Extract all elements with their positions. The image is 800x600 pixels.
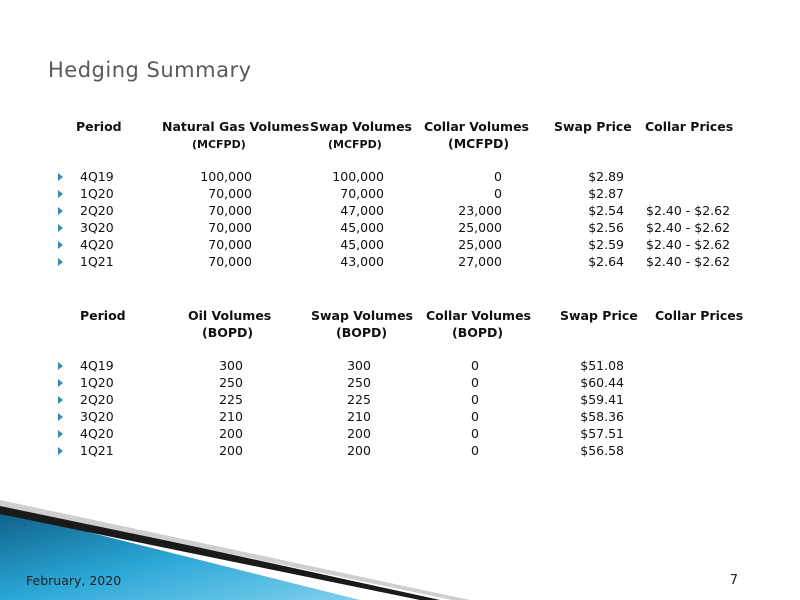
table-cell: 0 — [471, 409, 479, 424]
table-cell: 3Q20 — [80, 220, 114, 235]
table-cell: 200 — [347, 426, 371, 441]
table-row — [0, 220, 800, 237]
table-row — [0, 375, 800, 392]
table-row — [0, 186, 800, 203]
table-cell: 1Q21 — [80, 254, 114, 269]
table-cell: 300 — [219, 358, 243, 373]
bullet-arrow-icon — [58, 224, 63, 232]
table-cell: 200 — [347, 443, 371, 458]
table-row — [0, 392, 800, 409]
table-cell: $58.36 — [580, 409, 624, 424]
bullet-arrow-icon — [58, 430, 63, 438]
table-cell: 0 — [471, 426, 479, 441]
table-cell: 0 — [494, 186, 502, 201]
table-cell: $2.40 - $2.62 — [646, 203, 731, 218]
table-row — [0, 443, 800, 460]
table-cell: 0 — [471, 375, 479, 390]
table-cell: $2.59 — [588, 237, 624, 252]
table-cell: 250 — [219, 375, 243, 390]
table-cell: 45,000 — [340, 220, 384, 235]
table-cell: $2.40 - $2.62 — [646, 220, 731, 235]
bullet-arrow-icon — [58, 173, 63, 181]
oil-header-volumes: Oil Volumes — [188, 308, 272, 323]
table-cell: $2.54 — [588, 203, 624, 218]
table-cell: 210 — [347, 409, 371, 424]
table-cell: $2.40 - $2.62 — [646, 254, 731, 269]
table-cell: 70,000 — [208, 237, 252, 252]
oil-header-swap-price: Swap Price — [560, 308, 638, 323]
footer-date: February, 2020 — [26, 573, 122, 588]
table-cell: 47,000 — [340, 203, 384, 218]
bullet-arrow-icon — [58, 447, 63, 455]
table-row — [0, 169, 800, 186]
table-cell: $2.40 - $2.62 — [646, 237, 731, 252]
table-cell: 70,000 — [208, 254, 252, 269]
table-cell: $60.44 — [580, 375, 624, 390]
table-cell: 45,000 — [340, 237, 384, 252]
table-row — [0, 358, 800, 375]
gas-header-collar-volumes: Collar Volumes — [424, 119, 529, 134]
table-cell: $59.41 — [580, 392, 624, 407]
table-cell: 225 — [347, 392, 371, 407]
table-cell: 0 — [471, 392, 479, 407]
bullet-arrow-icon — [58, 396, 63, 404]
table-row — [0, 203, 800, 220]
oil-subheader-collar-unit: (BOPD) — [452, 325, 504, 340]
table-cell: 0 — [471, 358, 479, 373]
table-cell: $56.58 — [580, 443, 624, 458]
table-cell: 0 — [471, 443, 479, 458]
table-cell: 43,000 — [340, 254, 384, 269]
table-cell: 25,000 — [458, 220, 502, 235]
table-cell: 4Q20 — [80, 237, 114, 252]
slide-title: Hedging Summary — [48, 58, 252, 82]
table-cell: $51.08 — [580, 358, 624, 373]
gas-subheader-volumes-unit: (MCFPD) — [192, 138, 246, 151]
table-cell: $2.89 — [588, 169, 624, 184]
gas-header-swap-price: Swap Price — [554, 119, 632, 134]
oil-header-collar-volumes: Collar Volumes — [426, 308, 531, 323]
bullet-arrow-icon — [58, 190, 63, 198]
table-cell: 70,000 — [208, 203, 252, 218]
table-cell: 3Q20 — [80, 409, 114, 424]
table-cell: 100,000 — [200, 169, 252, 184]
table-cell: 210 — [219, 409, 243, 424]
table-row — [0, 254, 800, 271]
table-cell: 225 — [219, 392, 243, 407]
bullet-arrow-icon — [58, 207, 63, 215]
gas-header-swap-volumes: Swap Volumes — [310, 119, 412, 134]
gas-header-volumes: Natural Gas Volumes — [162, 119, 310, 134]
table-row — [0, 237, 800, 254]
table-cell: $57.51 — [580, 426, 624, 441]
table-cell: 70,000 — [208, 186, 252, 201]
table-cell: 250 — [347, 375, 371, 390]
table-row — [0, 426, 800, 443]
oil-header-collar-prices: Collar Prices — [655, 308, 744, 323]
table-cell: 70,000 — [340, 186, 384, 201]
table-cell: 2Q20 — [80, 392, 114, 407]
page-number: 7 — [729, 573, 738, 588]
gas-header-collar-prices: Collar Prices — [645, 119, 734, 134]
oil-header-period: Period — [80, 308, 126, 323]
bullet-arrow-icon — [58, 413, 63, 421]
table-cell: 4Q19 — [80, 169, 114, 184]
table-cell: $2.87 — [588, 186, 624, 201]
oil-subheader-volumes-unit: (BOPD) — [202, 325, 254, 340]
table-cell: 27,000 — [458, 254, 502, 269]
table-cell: 2Q20 — [80, 203, 114, 218]
table-cell: 4Q19 — [80, 358, 114, 373]
table-cell: $2.64 — [588, 254, 624, 269]
table-cell: 300 — [347, 358, 371, 373]
oil-subheader-swap-unit: (BOPD) — [336, 325, 388, 340]
table-cell: 1Q20 — [80, 375, 114, 390]
table-row — [0, 409, 800, 426]
table-cell: 200 — [219, 443, 243, 458]
bullet-arrow-icon — [58, 362, 63, 370]
table-cell: 0 — [494, 169, 502, 184]
table-cell: 23,000 — [458, 203, 502, 218]
table-cell: 4Q20 — [80, 426, 114, 441]
gas-header-period: Period — [76, 119, 122, 134]
table-cell: 1Q21 — [80, 443, 114, 458]
table-cell: 100,000 — [332, 169, 384, 184]
bullet-arrow-icon — [58, 241, 63, 249]
table-cell: 25,000 — [458, 237, 502, 252]
gas-subheader-collar-unit: (MCFPD) — [448, 136, 510, 151]
table-cell: 1Q20 — [80, 186, 114, 201]
table-cell: 70,000 — [208, 220, 252, 235]
bullet-arrow-icon — [58, 258, 63, 266]
oil-header-swap-volumes: Swap Volumes — [311, 308, 413, 323]
table-cell: 200 — [219, 426, 243, 441]
table-cell: $2.56 — [588, 220, 624, 235]
gas-subheader-swap-unit: (MCFPD) — [328, 138, 382, 151]
bullet-arrow-icon — [58, 379, 63, 387]
